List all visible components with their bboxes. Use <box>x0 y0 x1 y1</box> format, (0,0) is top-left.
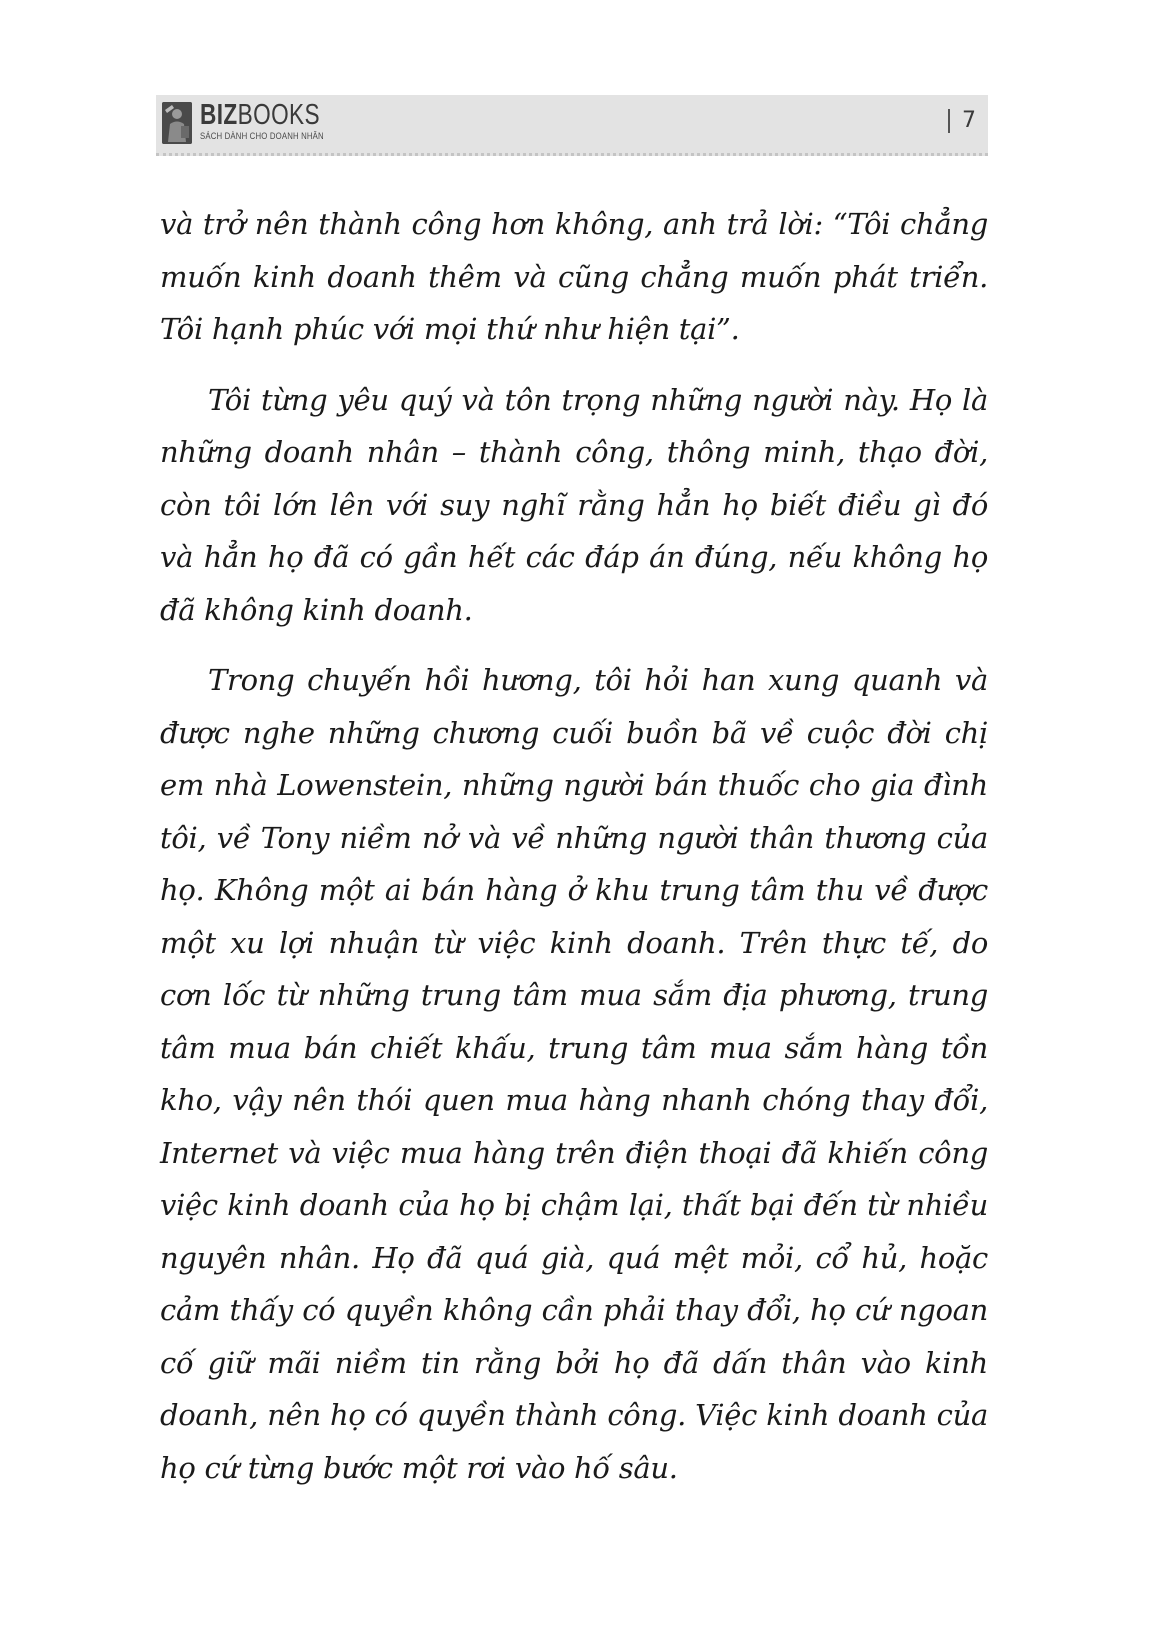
brand-block <box>200 101 354 142</box>
brand-name <box>200 101 320 130</box>
page-number: 7 <box>948 109 976 133</box>
page-header <box>156 95 988 156</box>
bizbooks-logo-icon <box>162 102 192 144</box>
paragraph-2: Tôi từng yêu quý và tôn trọng những người này. Họ là những doanh nhân – thành công, thông minh, thạo đời, còn tôi lớn lên với suy nghĩ rằng hẳn họ biết điều gì đó và hẳn họ đã có gần hết các đáp án đúng, nếu không họ đã không kinh doanh. <box>160 382 988 627</box>
page-body <box>160 198 988 1494</box>
brand-name-prefix: BIZ <box>200 99 238 131</box>
brand-tagline: SÁCH DÀNH CHO DOANH NHÂN <box>200 131 324 142</box>
brand-name-suffix: BOOKS <box>237 99 321 131</box>
paragraph-3: Trong chuyến hồi hương, tôi hỏi han xung quanh và được nghe những chương cuối buồn bã về cuộc đời chị em nhà Lowenstein, những người bán thuốc cho gia đình tôi, về Tony niềm nở và về những người thân thương của họ. Không một ai bán hàng ở khu trung tâm thu về được một xu lợi nhuận từ việc kinh doanh. Trên thực tế, do cơn lốc từ những trung tâm mua sắm địa phương, trung tâm mua bán chiết khấu, trung tâm mua sắm hàng tồn kho, vậy nên thói quen mua hàng nhanh chóng thay đổi, Internet và việc mua hàng trên điện thoại đã khiến công việc kinh doanh của họ bị chậm lại, thất bại đến từ nhiều nguyên nhân. Họ đã quá già, quá mệt mỏi, cổ hủ, hoặc cảm thấy có quyền không cần phải thay đổi, họ cứ ngoan cố giữ mãi niềm tin rằng bởi họ đã dấn thân vào kinh doanh, nên họ có quyền thành công. Việc kinh doanh của họ cứ từng bước một rơi vào hố sâu. <box>160 663 988 1485</box>
paragraph-1: và trở nên thành công hơn không, anh trả lời: “Tôi chẳng muốn kinh doanh thêm và cũng chẳng muốn phát triển. Tôi hạnh phúc với mọi thứ như hiện tại”. <box>160 207 988 346</box>
